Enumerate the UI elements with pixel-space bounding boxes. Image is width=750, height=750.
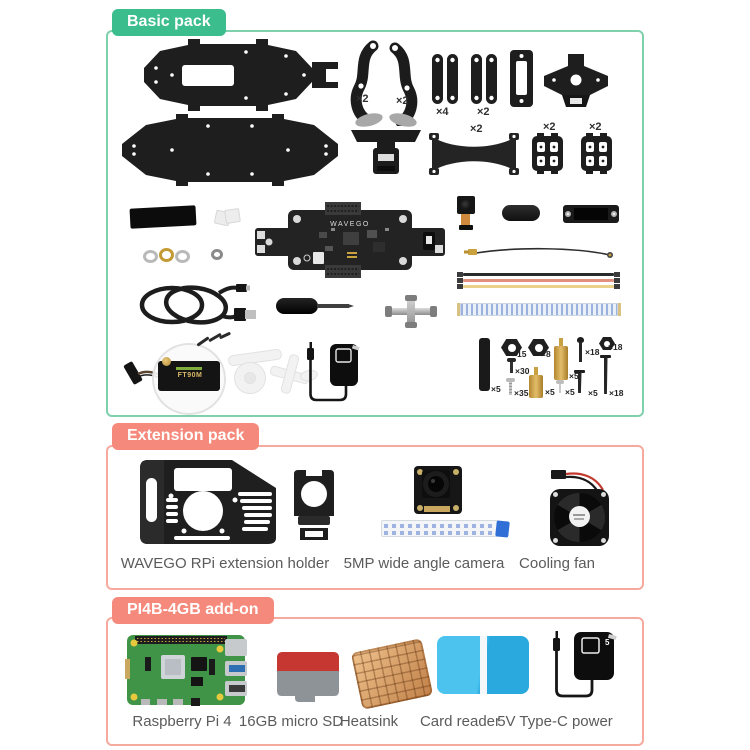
bearing-silver-2 — [175, 250, 190, 263]
camera-ribbon-cable — [381, 520, 499, 537]
foot-pad-right — [580, 133, 613, 174]
qty-screw-black-short: ×30 — [515, 366, 530, 376]
camera-5mp — [412, 464, 464, 520]
pi4b-addon-label: PI4B-4GB add-on — [112, 597, 274, 624]
basic-pack-label: Basic pack — [112, 9, 226, 36]
qty-arm-left: ×2 — [356, 93, 369, 105]
qty-body-plate: ×2 — [470, 123, 483, 135]
board-silkscreen-text: WAVEGO — [330, 221, 370, 228]
power-adapter-typec — [546, 628, 618, 704]
body-x-plate — [429, 131, 519, 177]
servo-gear — [162, 357, 171, 366]
rpi-extension-holder — [126, 452, 284, 550]
qty-screw-round: ×18 — [585, 347, 600, 357]
cross-wrench — [385, 295, 437, 328]
micro-sd-card — [275, 651, 341, 703]
raspberry-pi-4 — [125, 629, 251, 707]
ipex-antenna-cable — [464, 242, 616, 262]
mini-camera-module — [457, 196, 479, 230]
qty-nut-m25: ×8 — [541, 349, 551, 359]
link-pair-long — [469, 52, 499, 108]
adapter-mark: 5 — [605, 638, 610, 647]
extension-pack-label: Extension pack — [112, 423, 259, 450]
tail-mount — [347, 110, 425, 178]
qty-screw-silver: ×35 — [514, 388, 529, 398]
cooling-fan — [550, 489, 609, 546]
qty-nut-small: ×18 — [608, 342, 623, 352]
qty-nut-m3: ×15 — [512, 349, 527, 359]
oled-module — [563, 205, 619, 223]
qty-standoff-short: ×5 — [545, 387, 555, 397]
servo-model-label: FT90M — [177, 372, 203, 379]
caption-heatsink: Heatsink — [339, 713, 399, 730]
ffc-end-right — [618, 303, 621, 316]
wavego-driver-board — [255, 202, 445, 278]
qty-link-short: ×4 — [436, 106, 449, 118]
caption-raspberry-pi: Raspberry Pi 4 — [132, 713, 232, 730]
qty-screw-flat-short: ×5 — [588, 388, 598, 398]
bearing-silver-1 — [143, 250, 158, 263]
caption-micro-sd: 16GB micro SD — [238, 713, 344, 730]
adhesive-pad-2 — [224, 208, 241, 224]
camera-bracket — [292, 466, 336, 542]
chassis-bottom-plate — [112, 114, 348, 186]
qty-foot-left: ×2 — [543, 121, 556, 133]
qty-standoff-tall: ×5 — [569, 371, 579, 381]
power-adapter-basic — [302, 340, 362, 406]
bearing-brass — [159, 248, 174, 262]
caption-card-reader: Card reader — [419, 713, 501, 730]
foot-pad-left — [531, 133, 564, 174]
qty-spacer: ×5 — [491, 384, 501, 394]
black-panel — [130, 205, 197, 228]
caption-fan: Cooling fan — [519, 555, 595, 572]
frame-piece — [509, 49, 534, 108]
camera-ribbon-tip — [495, 520, 510, 537]
caption-power: 5V Type-C power — [497, 713, 613, 730]
roller-cylinder — [502, 205, 540, 221]
card-reader-stripe — [480, 636, 487, 694]
fan-hub-label — [569, 506, 590, 527]
qty-screw-flat-long: ×18 — [609, 388, 624, 398]
qty-link-long: ×2 — [477, 106, 490, 118]
usb-cable — [124, 278, 258, 332]
card-reader — [437, 636, 529, 694]
link-pair-short — [430, 52, 460, 108]
head-bracket — [540, 50, 612, 109]
qty-screw-tiny: ×5 — [565, 387, 575, 397]
bearing-small — [211, 249, 223, 260]
oled-screen — [574, 208, 608, 220]
chassis-top-plate — [128, 38, 340, 112]
caption-extension-holder: WAVEGO RPi extension holder — [120, 555, 330, 572]
mini-camera-lens — [461, 200, 471, 210]
spacer-column — [479, 338, 490, 391]
caption-camera: 5MP wide angle camera — [343, 555, 505, 572]
ffc-ribbon-cable — [460, 303, 618, 316]
screwdriver — [276, 297, 356, 317]
jumper-wires — [457, 271, 620, 290]
qty-foot-right: ×2 — [589, 121, 602, 133]
qty-arm-right: ×2 — [396, 95, 409, 107]
servo-motor — [158, 361, 220, 391]
